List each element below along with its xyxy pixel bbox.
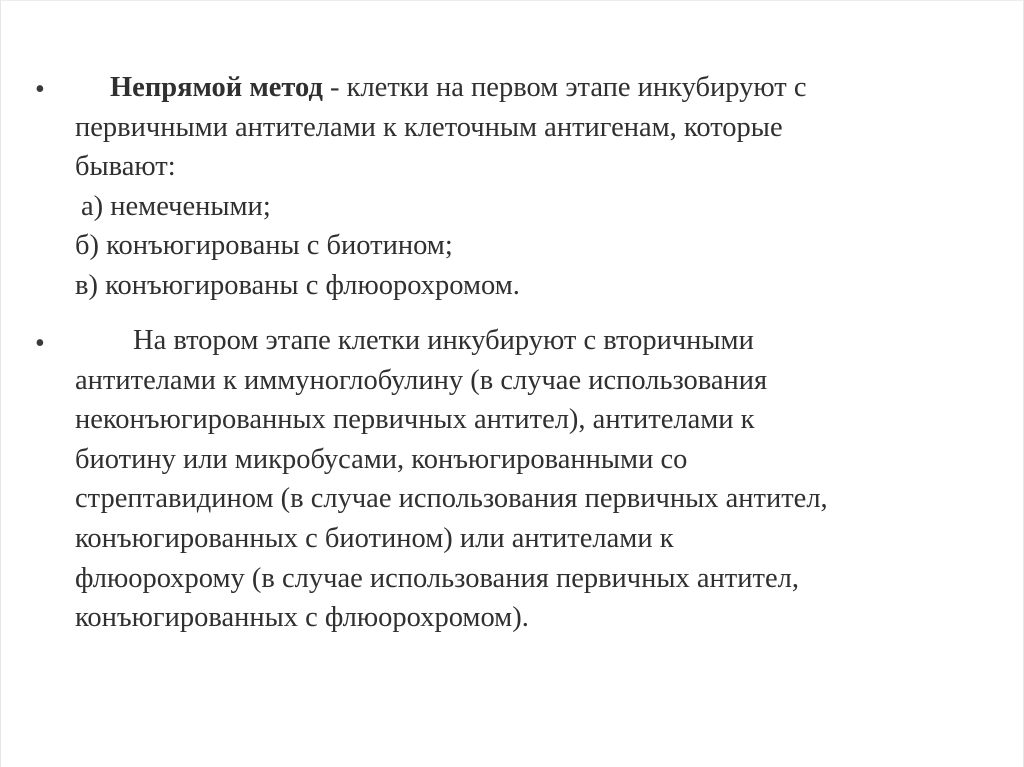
bullet-marker-1: •: [35, 74, 45, 105]
item2-line-3: неконъюгированных первичных антител), антителами к: [75, 404, 755, 436]
option-a: а) немечеными;: [81, 190, 271, 222]
slide-top-edge: [1, 0, 1023, 1]
item2-line-2: антителами к иммуноглобулину (в случае использования: [75, 364, 768, 396]
item1-intro-rest: - клетки на первом этапе инкубируют с: [322, 72, 807, 103]
method-term: Непрямой метод: [110, 72, 323, 103]
item2-line-6: конъюгированных с биотином) или антителами к: [75, 522, 674, 554]
item2-line-4: биотину или микробусами, конъюгированными со: [75, 443, 688, 475]
bullet-item-2: [75, 321, 995, 638]
item2-line-5: стрептавидином (в случае использования первичных антител,: [75, 483, 828, 515]
bullet-marker-2: •: [35, 328, 45, 359]
item2-line-7: флюорохрому (в случае использования первичных антител,: [75, 562, 799, 594]
item1-line-3: бывают:: [75, 151, 176, 183]
option-b: б) конъюгированы с биотином;: [75, 230, 453, 262]
item2-line-1: На втором этапе клетки инкубируют с вторичными: [133, 325, 754, 356]
item1-line-2: первичными антителами к клеточным антигенам, которые: [75, 111, 783, 143]
option-c: в) конъюгированы с флюорохромом.: [75, 269, 520, 301]
bullet-item-1: [75, 68, 995, 306]
item2-line-8: конъюгированных с флюорохромом).: [75, 602, 529, 634]
item1-line-1: [75, 68, 995, 108]
